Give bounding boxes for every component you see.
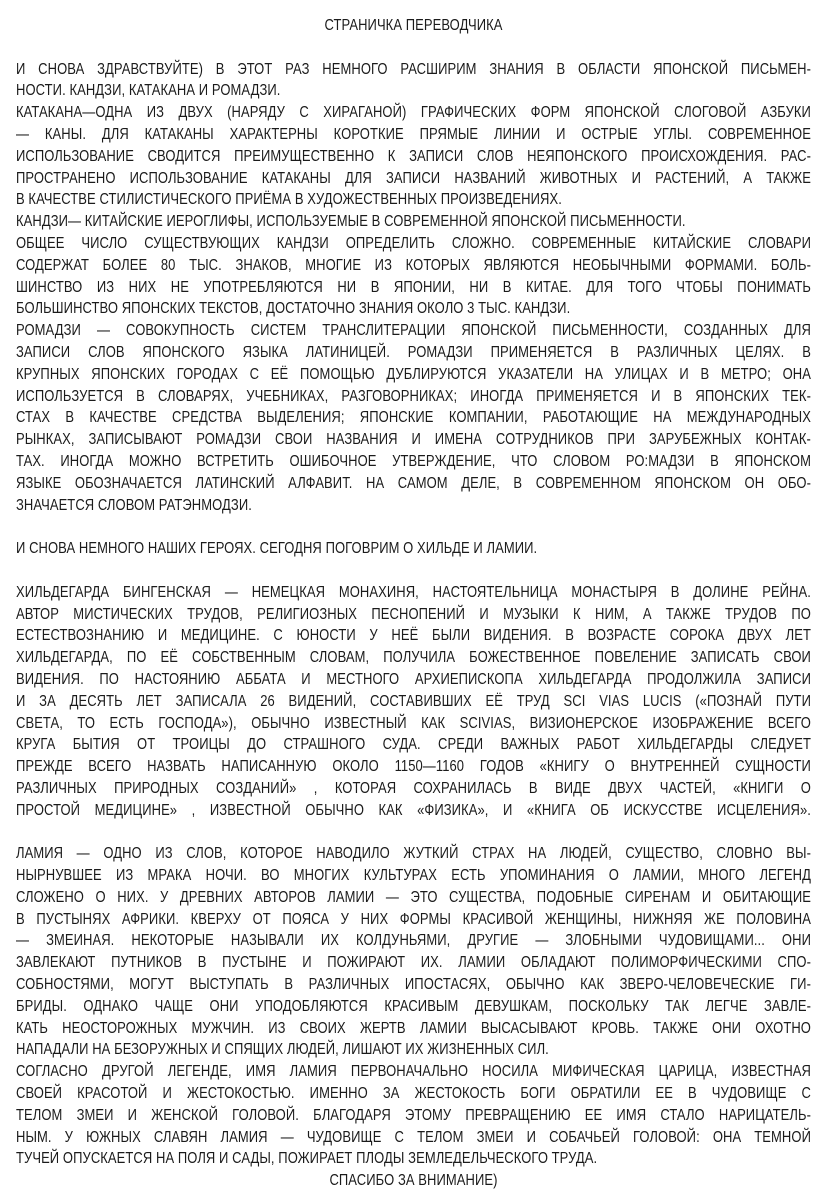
text-line: КАТАКАНА—ОДНА ИЗ ДВУХ (НАРЯДУ С ХИРАГАНОЙ) ГРАФИЧЕСКИХ ФОРМ ЯПОНСКОЙ СЛОГОВОЙ АЗБУКИ xyxy=(16,104,811,122)
text-line: СОДЕРЖАТ БОЛЕЕ 80 ТЫС. ЗНАКОВ, МНОГИЕ ИЗ КОТОРЫХ ЯВЛЯЮТСЯ НЕОБЫЧНЫМИ ФОРМАМИ. БОЛЬ- xyxy=(16,256,811,274)
text-line: АВТОР МИСТИЧЕСКИХ ТРУДОВ, РЕЛИГИОЗНЫХ ПЕСНОПЕНИЙ И МУЗЫКИ К НИМ, А ТАКЖЕ ТРУДОВ ПО xyxy=(16,605,811,623)
text-line: НОСТИ. КАНДЗИ, КАТАКАНА И РОМАДЗИ. xyxy=(16,82,281,100)
text-line: ЗНАЧАЕТСЯ СЛОВОМ РАТЭНМОДЗИ. xyxy=(16,496,252,514)
text-line: ЛАМИЯ — ОДНО ИЗ СЛОВ, КОТОРОЕ НАВОДИЛО ЖУТКИЙ СТРАХ НА ЛЮДЕЙ, СУЩЕСТВО, СЛОВНО ВЫ- xyxy=(16,845,811,863)
text-line: ТУЧЕЙ ОПУСКАЕТСЯ НА ПОЛЯ И САДЫ, ПОЖИРАЕТ ПЛОДЫ ЗЕМЛЕДЕЛЬЧЕСКОГО ТРУДА. xyxy=(16,1150,598,1168)
text-line: СОБНОСТЯМИ, МОГУТ ВЫСТУПАТЬ В РАЗЛИЧНЫХ ИПОСТАСЯХ, ОБЫЧНО КАК ЗВЕРО-ЧЕЛОВЕЧЕСКИЕ ГИ- xyxy=(16,976,811,994)
text-line: В ПУСТЫНЯХ АФРИКИ. КВЕРХУ ОТ ПОЯСА У НИХ ФОРМЫ КРАСИВОЙ ЖЕНЩИНЫ, НИЖНЯЯ ЖЕ ПОЛОВИНА xyxy=(16,910,811,928)
closing-note: СПАСИБО ЗА ВНИМАНИЕ) xyxy=(329,1172,498,1190)
text-line: ПРЕЖДЕ ВСЕГО НАЗВАТЬ НАПИСАННУЮ ОКОЛО 1150—1160 ГОДОВ «КНИГУ О ВНУТРЕННЕЙ СУЩНОСТИ xyxy=(16,758,811,776)
text-line: ЯЗЫКЕ ОБОЗНАЧАЕТСЯ ЛАТИНСКИЙ АЛФАВИТ. НА САМОМ ДЕЛЕ, В СОВРЕМЕННОМ ЯПОНСКОМ ОН ОБО- xyxy=(16,474,811,492)
text-line: КАНДЗИ— КИТАЙСКИЕ ИЕРОГЛИФЫ, ИСПОЛЬЗУЕМЫЕ В СОВРЕМЕННОЙ ЯПОНСКОЙ ПИСЬМЕННОСТИ. xyxy=(16,213,686,231)
text-line: НЫРНУВШЕЕ ИЗ МРАКА НОЧИ. ВО МНОГИХ КУЛЬТУРАХ ЕСТЬ УПОМИНАНИЯ О ЛАМИИ, МНОГО ЛЕГЕНД xyxy=(16,867,811,885)
blank-line xyxy=(16,821,811,843)
text-line: КРУПНЫХ ЯПОНСКИХ ГОРОДАХ С ЕЁ ПОМОЩЬЮ ДУБЛИРУЮТСЯ УКАЗАТЕЛИ НА УЛИЦАХ И В МЕТРО; ОНА xyxy=(16,365,811,383)
text-line: ПРОСТОЙ МЕДИЦИНЕ» , ИЗВЕСТНОЙ ОБЫЧНО КАК «ФИЗИКА», И «КНИГА ОБ ИСКУССТВЕ ИСЦЕЛЕНИЯ». xyxy=(16,801,811,819)
text-line: И ЗА ДЕСЯТЬ ЛЕТ ЗАПИСАЛА 26 ВИДЕНИЙ, СОСТАВИВШИХ ЕЁ ТРУД SCI VIAS LUCIS («ПОЗНАЙ ПУТИ xyxy=(16,692,811,710)
text-line: БОЛЬШИНСТВО ЯПОНСКИХ ТЕКСТОВ, ДОСТАТОЧНО ЗНАНИЯ ОКОЛО 3 ТЫС. КАНДЗИ. xyxy=(16,300,571,318)
text-line: РЫНКАХ, ЗАПИСЫВАЮТ РОМАДЗИ СВОИ НАЗВАНИЯ И ИМЕНА СОТРУДНИКОВ ПРИ ЗАРУБЕЖНЫХ КОНТАК- xyxy=(16,431,811,449)
text-line: В КАЧЕСТВЕ СТИЛИСТИЧЕСКОГО ПРИЁМА В ХУДОЖЕСТВЕННЫХ ПРОИЗВЕДЕНИЯХ. xyxy=(16,191,562,209)
text-line: СЛОЖЕНО О НИХ. У ДРЕВНИХ АВТОРОВ ЛАМИИ — ЭТО СУЩЕСТВА, ПОДОБНЫЕ СИРЕНАМ И ОБИТАЮЩИЕ xyxy=(16,888,811,906)
text-line: СТАХ В КАЧЕСТВЕ СРЕДСТВА ВЫДЕЛЕНИЯ; ЯПОНСКИЕ КОМПАНИИ, РАБОТАЮЩИЕ НА МЕЖДУНАРОДНЫХ xyxy=(16,409,811,427)
text-line: РОМАДЗИ — СОВОКУПНОСТЬ СИСТЕМ ТРАНСЛИТЕРАЦИИ ЯПОНСКОЙ ПИСЬМЕННОСТИ, СОЗДАННЫХ ДЛЯ xyxy=(16,322,811,340)
text-line: ИСПОЛЬЗУЕТСЯ В СЛОВАРЯХ, УЧЕБНИКАХ, РАЗГОВОРНИКАХ; ИНОГДА ПРИМЕНЯЕТСЯ И В ЯПОНСКИХ ТЕК- xyxy=(16,387,811,405)
text-line: — КАНЫ. ДЛЯ КАТАКАНЫ ХАРАКТЕРНЫ КОРОТКИЕ ПРЯМЫЕ ЛИНИИ И ОСТРЫЕ УГЛЫ. СОВРЕМЕННОЕ xyxy=(16,125,811,143)
text-line: ЕСТЕСТВОЗНАНИЮ И МЕДИЦИНЕ. С ЮНОСТИ У НЕЁ БЫЛИ ВИДЕНИЯ. В ВОЗРАСТЕ СОРОКА ДВУХ ЛЕТ xyxy=(16,627,811,645)
blank-line xyxy=(16,516,811,538)
text-line: НЫМ. У ЮЖНЫХ СЛАВЯН ЛАМИЯ — ЧУДОВИЩЕ С ТЕЛОМ ЗМЕИ И СОБАЧЬЕЙ ГОЛОВОЙ: ОНА ТЕМНОЙ xyxy=(16,1128,811,1146)
text-line: — ЗМЕИНАЯ. НЕКОТОРЫЕ НАЗЫВАЛИ ИХ КОЛДУНЬЯМИ, ДРУГИЕ — ЗЛОБНЫМИ ЧУДОВИЩАМИ... ОНИ xyxy=(16,932,811,950)
text-line: И СНОВА НЕМНОГО НАШИХ ГЕРОЯХ. СЕГОДНЯ ПОГОВРИМ О ХИЛЬДЕ И ЛАМИИ. xyxy=(16,540,538,558)
text-line: БРИДЫ. ОДНАКО ЧАЩЕ ОНИ УПОДОБЛЯЮТСЯ КРАСИВЫМ ДЕВУШКАМ, ПОСКОЛЬКУ ТАК ЛЕГЧЕ ЗАВЛЕ- xyxy=(16,997,811,1015)
text-line: ТЕЛОМ ЗМЕИ И ЖЕНСКОЙ ГОЛОВОЙ. БЛАГОДАРЯ ЭТОМУ ПРЕВРАЩЕНИЮ ЕЕ ИМЯ СТАЛО НАРИЦАТЕЛЬ- xyxy=(16,1106,811,1124)
text-line: СВОЕЙ КРАСОТОЙ И ЖЕСТОКОСТЬЮ. ИМЕННО ЗА ЖЕСТОКОСТЬ БОГИ ОБРАТИЛИ ЕЕ В ЧУДОВИЩЕ С xyxy=(16,1085,811,1103)
text-line: НАПАДАЛИ НА БЕЗОРУЖНЫХ И СПЯЩИХ ЛЮДЕЙ, ЛИШАЮТ ИХ ЖИЗНЕННЫХ СИЛ. xyxy=(16,1041,549,1059)
text-line: ОБЩЕЕ ЧИСЛО СУЩЕСТВУЮЩИХ КАНДЗИ ОПРЕДЕЛИТЬ СЛОЖНО. СОВРЕМЕННЫЕ КИТАЙСКИЕ СЛОВАРИ xyxy=(16,234,811,252)
text-line: КАТЬ НЕОСТОРОЖНЫХ МУЖЧИН. ИЗ СВОИХ ЖЕРТВ ЛАМИИ ВЫСАСЫВАЮТ КРОВЬ. ТАКЖЕ ОНИ ОХОТНО xyxy=(16,1019,811,1037)
text-line: ИСПОЛЬЗОВАНИЕ СВОДИТСЯ ПРЕИМУЩЕСТВЕННО К ЗАПИСИ СЛОВ НЕЯПОНСКОГО ПРОИСХОЖДЕНИЯ. РАС- xyxy=(16,147,811,165)
blank-line xyxy=(16,560,811,582)
text-line: РАЗЛИЧНЫХ ПРИРОДНЫХ СОЗДАНИЙ» , КОТОРАЯ СОХРАНИЛАСЬ В ВИДЕ ДВУХ ЧАСТЕЙ, «КНИГИ О xyxy=(16,779,811,797)
text-line: СВЕТА, ТО ЕСТЬ ГОСПОДА»), ОБЫЧНО ИЗВЕСТНЫЙ КАК SCIVIAS, ВИЗИОНЕРСКОЕ ИЗОБРАЖЕНИЕ ВСЕГО xyxy=(16,714,811,732)
text-line: ТАХ. ИНОГДА МОЖНО ВСТРЕТИТЬ ОШИБОЧНОЕ УТВЕРЖДЕНИЕ, ЧТО СЛОВОМ РО:МАДЗИ В ЯПОНСКОМ xyxy=(16,452,811,470)
text-line: ХИЛЬДЕГАРДА БИНГЕНСКАЯ — НЕМЕЦКАЯ МОНАХИНЯ, НАСТОЯТЕЛЬНИЦА МОНАСТЫРЯ В ДОЛИНЕ РЕЙНА. xyxy=(16,583,811,601)
text-line: ЗАВЛЕКАЮТ ПУТНИКОВ В ПУСТЫНЕ И ПОЖИРАЮТ ИХ. ЛАМИИ ОБЛАДАЮТ ПОЛИМОРФИЧЕСКИМИ СПО- xyxy=(16,954,811,972)
text-line: ШИНСТВО ИЗ НИХ НЕ УПОТРЕБЛЯЮТСЯ НИ В ЯПОНИИ, НИ В КИТАЕ. ДЛЯ ТОГО ЧТОБЫ ПОНИМАТЬ xyxy=(16,278,811,296)
blank-line xyxy=(16,37,811,59)
text-line: ЗАПИСИ СЛОВ ЯПОНСКОГО ЯЗЫКА ЛАТИНИЦЕЙ. РОМАДЗИ ПРИМЕНЯЕТСЯ В РАЗЛИЧНЫХ ЦЕЛЯХ. В xyxy=(16,343,811,361)
text-line: ВИДЕНИЯ. ПО НАСТОЯНИЮ АББАТА И МЕСТНОГО АРХИЕПИСКОПА ХИЛЬДЕГАРДА ПРОДОЛЖИЛА ЗАПИСИ xyxy=(16,670,811,688)
text-line: ПРОСТРАНЕНО ИСПОЛЬЗОВАНИЕ КАТАКАНЫ ДЛЯ ЗАПИСИ НАЗВАНИЙ ЖИВОТНЫХ И РАСТЕНИЙ, А ТАКЖЕ xyxy=(16,169,811,187)
text-line: ХИЛЬДЕГАРДА, ПО ЕЁ СОБСТВЕННЫМ СЛОВАМ, ПОЛУЧИЛА БОЖЕСТВЕННОЕ ПОВЕЛЕНИЕ ЗАПИСАТЬ СВОИ xyxy=(16,649,811,667)
page-title: СТРАНИЧКА ПЕРЕВОДЧИКА xyxy=(324,17,503,34)
text-lines xyxy=(16,15,832,1192)
text-line: И СНОВА ЗДРАВСТВУЙТЕ) В ЭТОТ РАЗ НЕМНОГО РАСШИРИМ ЗНАНИЯ В ОБЛАСТИ ЯПОНСКОЙ ПИСЬМЕН- xyxy=(16,60,811,78)
text-line: СОГЛАСНО ДРУГОЙ ЛЕГЕНДЕ, ИМЯ ЛАМИЯ ПЕРВОНАЧАЛЬНО НОСИЛА МИФИЧЕСКАЯ ЦАРИЦА, ИЗВЕСТНАЯ xyxy=(16,1063,811,1081)
text-line: КРУГА БЫТИЯ ОТ ТРОИЦЫ ДО СТРАШНОГО СУДА. СРЕДИ ВАЖНЫХ РАБОТ ХИЛЬДЕГАРДЫ СЛЕДУЕТ xyxy=(16,736,811,754)
